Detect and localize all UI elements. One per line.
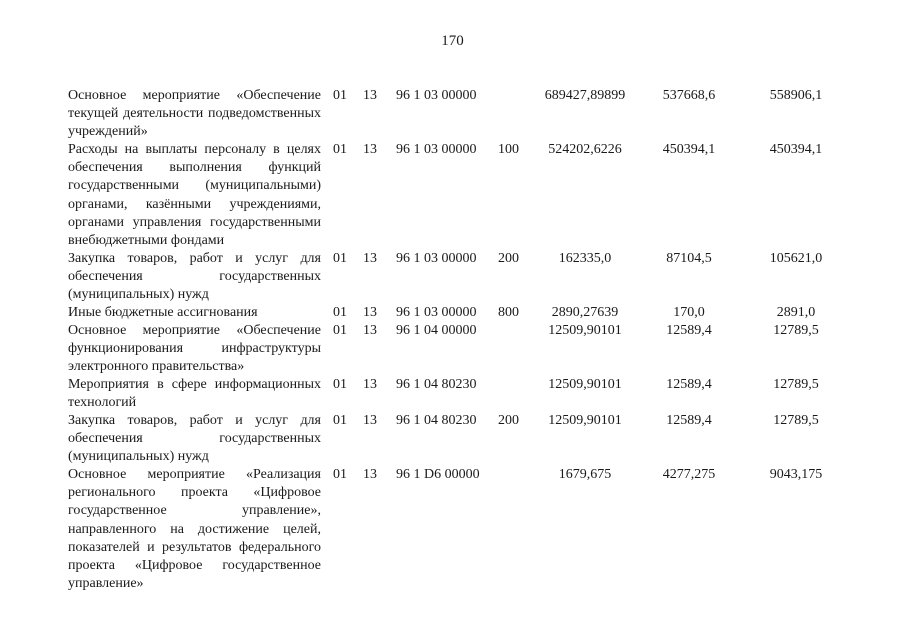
row-amount-year2: 170,0 (673, 305, 705, 320)
row-subsection-code: 13 (363, 142, 377, 157)
row-amount-year2: 450394,1 (662, 142, 716, 157)
row-description: Закупка товаров, работ и услуг для обеспечения государственных (муниципальных) нужд (68, 413, 321, 465)
row-amount-year3: 12789,5 (773, 413, 819, 428)
row-amount-year1: 12509,90101 (548, 413, 622, 428)
row-section-code: 01 (333, 251, 347, 266)
row-description: Основное мероприятие «Обеспечение функционирования инфраструктуры электронного правительства» (68, 323, 321, 375)
row-subsection-code: 13 (363, 251, 377, 266)
row-section-code: 01 (333, 467, 347, 482)
row-section-code: 01 (333, 88, 347, 103)
row-subsection-code: 13 (363, 305, 377, 320)
row-description: Иные бюджетные ассигнования (68, 305, 258, 320)
row-target-article: 96 1 04 80230 (396, 413, 477, 428)
row-expense-type: 100 (498, 142, 519, 157)
row-expense-type: 200 (498, 251, 519, 266)
row-section-code: 01 (333, 305, 347, 320)
row-amount-year1: 2890,27639 (551, 305, 619, 320)
row-description: Расходы на выплаты персоналу в целях обеспечения выполнения функций государственными (муниципальными) органами, казёнными учреждениями, органами управления государственными внебюджетными фондами (68, 142, 321, 249)
row-target-article: 96 1 03 00000 (396, 142, 477, 157)
row-target-article: 96 1 D6 00000 (396, 467, 480, 482)
row-amount-year1: 12509,90101 (548, 323, 622, 338)
row-amount-year1: 524202,6226 (548, 142, 622, 157)
row-description: Закупка товаров, работ и услуг для обеспечения государственных (муниципальных) нужд (68, 251, 321, 303)
page-number: 170 (441, 33, 464, 49)
row-amount-year2: 87104,5 (666, 251, 712, 266)
row-expense-type: 200 (498, 413, 519, 428)
row-section-code: 01 (333, 142, 347, 157)
row-subsection-code: 13 (363, 467, 377, 482)
row-amount-year2: 4277,275 (662, 467, 716, 482)
row-section-code: 01 (333, 323, 347, 338)
row-target-article: 96 1 04 80230 (396, 377, 477, 392)
row-description: Мероприятия в сфере информационных технологий (68, 377, 321, 411)
row-subsection-code: 13 (363, 377, 377, 392)
row-amount-year2: 537668,6 (662, 88, 716, 103)
row-amount-year3: 105621,0 (769, 251, 823, 266)
row-amount-year3: 9043,175 (769, 467, 823, 482)
row-amount-year3: 12789,5 (773, 377, 819, 392)
row-target-article: 96 1 04 00000 (396, 323, 477, 338)
row-amount-year3: 2891,0 (776, 305, 816, 320)
row-section-code: 01 (333, 377, 347, 392)
row-subsection-code: 13 (363, 323, 377, 338)
row-amount-year3: 450394,1 (769, 142, 823, 157)
row-target-article: 96 1 03 00000 (396, 305, 477, 320)
row-target-article: 96 1 03 00000 (396, 88, 477, 103)
row-amount-year3: 558906,1 (769, 88, 823, 103)
row-amount-year2: 12589,4 (666, 323, 712, 338)
row-amount-year1: 12509,90101 (548, 377, 622, 392)
row-amount-year3: 12789,5 (773, 323, 819, 338)
row-amount-year2: 12589,4 (666, 413, 712, 428)
row-amount-year1: 689427,89899 (544, 88, 626, 103)
row-description: Основное мероприятие «Реализация регионального проекта «Цифровое государственное управление», направленного на достижение целей, показателей и результатов федерального проекта «Цифровое государственное управление» (68, 467, 321, 592)
row-amount-year1: 162335,0 (558, 251, 612, 266)
row-amount-year1: 1679,675 (558, 467, 612, 482)
row-section-code: 01 (333, 413, 347, 428)
row-target-article: 96 1 03 00000 (396, 251, 477, 266)
row-amount-year2: 12589,4 (666, 377, 712, 392)
row-subsection-code: 13 (363, 88, 377, 103)
row-expense-type: 800 (498, 305, 519, 320)
row-description: Основное мероприятие «Обеспечение текущей деятельности подведомственных учреждений» (68, 88, 321, 140)
row-subsection-code: 13 (363, 413, 377, 428)
